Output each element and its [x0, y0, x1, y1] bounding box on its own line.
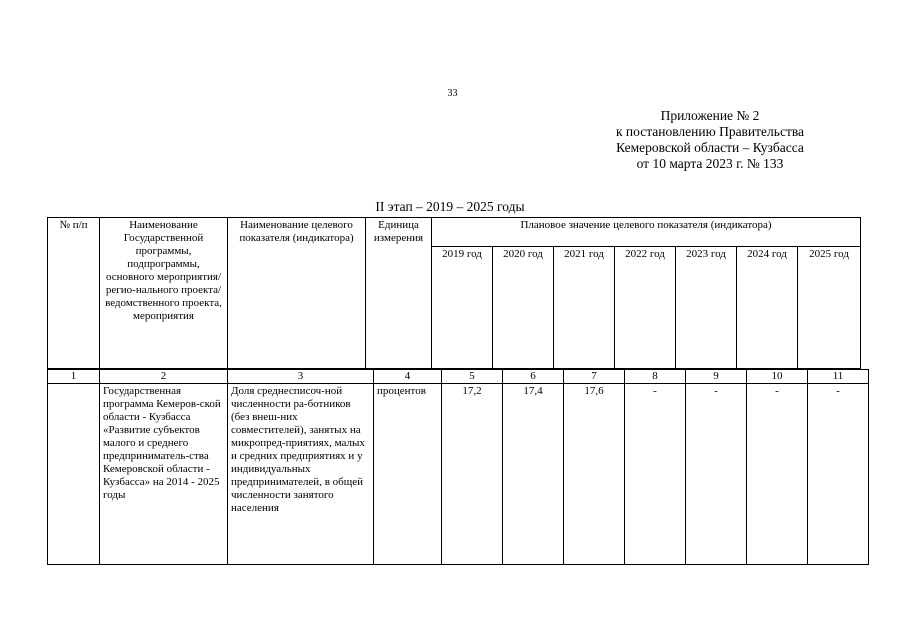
page-number: 33 — [447, 88, 458, 99]
column-number: 8 — [625, 370, 686, 384]
row-value: - — [625, 384, 686, 565]
column-number: 10 — [747, 370, 808, 384]
row-value: - — [686, 384, 747, 565]
appendix-line: Приложение № 2 — [660, 108, 760, 123]
row-value: 17,4 — [503, 384, 564, 565]
header-indicator: Наименование целевого показателя (индикатора) — [228, 218, 366, 369]
header-year: 2025 год — [798, 246, 861, 368]
header-year: 2022 год — [615, 246, 676, 368]
column-number: 1 — [48, 370, 100, 384]
header-year: 2019 год — [432, 246, 493, 368]
column-number: 6 — [503, 370, 564, 384]
appendix-line: Кемеровской области – Кузбасса — [616, 140, 804, 155]
header-year: 2020 год — [493, 246, 554, 368]
header-year: 2023 год — [676, 246, 737, 368]
column-number: 5 — [442, 370, 503, 384]
row-indicator: Доля среднесписоч-ной численности ра-ботников (без внеш-них совместителей), занятых на микропред-приятиях, малых и средних предприятиях и у индивидуальных предпринимателей, в общей численности занятого населения — [228, 384, 374, 565]
row-value: - — [747, 384, 808, 565]
row-no — [48, 384, 100, 565]
header-year: 2024 год — [737, 246, 798, 368]
header-program: Наименование Государственной программы, подпрограммы, основного мероприятия/регио-нального проекта/ ведомственного проекта, мероприятия — [100, 218, 228, 369]
column-number: 7 — [564, 370, 625, 384]
header-plan: Плановое значение целевого показателя (индикатора) — [432, 218, 861, 247]
column-number-row — [48, 370, 869, 384]
row-unit: процентов — [374, 384, 442, 565]
header-no: № п/п — [48, 218, 100, 369]
header-unit: Единица измерения — [366, 218, 432, 369]
column-number: 4 — [374, 370, 442, 384]
row-value: - — [808, 384, 869, 565]
appendix-line: от 10 марта 2023 г. № 133 — [636, 156, 784, 171]
indicator-table-header — [47, 217, 861, 369]
appendix-header — [560, 108, 860, 172]
table-row — [48, 384, 869, 565]
column-number: 9 — [686, 370, 747, 384]
row-value: 17,2 — [442, 384, 503, 565]
row-program: Государственная программа Кемеров-ской области - Кузбасса «Развитие субъектов малого и среднего предприниматель-ства Кемеровской области - Кузбасса» на 2014 - 2025 годы — [100, 384, 228, 565]
column-number: 11 — [808, 370, 869, 384]
row-value: 17,6 — [564, 384, 625, 565]
stage-title: II этап – 2019 – 2025 годы — [375, 199, 525, 214]
appendix-line: к постановлению Правительства — [615, 124, 805, 139]
indicator-table-body — [47, 369, 869, 565]
header-year: 2021 год — [554, 246, 615, 368]
column-number: 2 — [100, 370, 228, 384]
column-number: 3 — [228, 370, 374, 384]
